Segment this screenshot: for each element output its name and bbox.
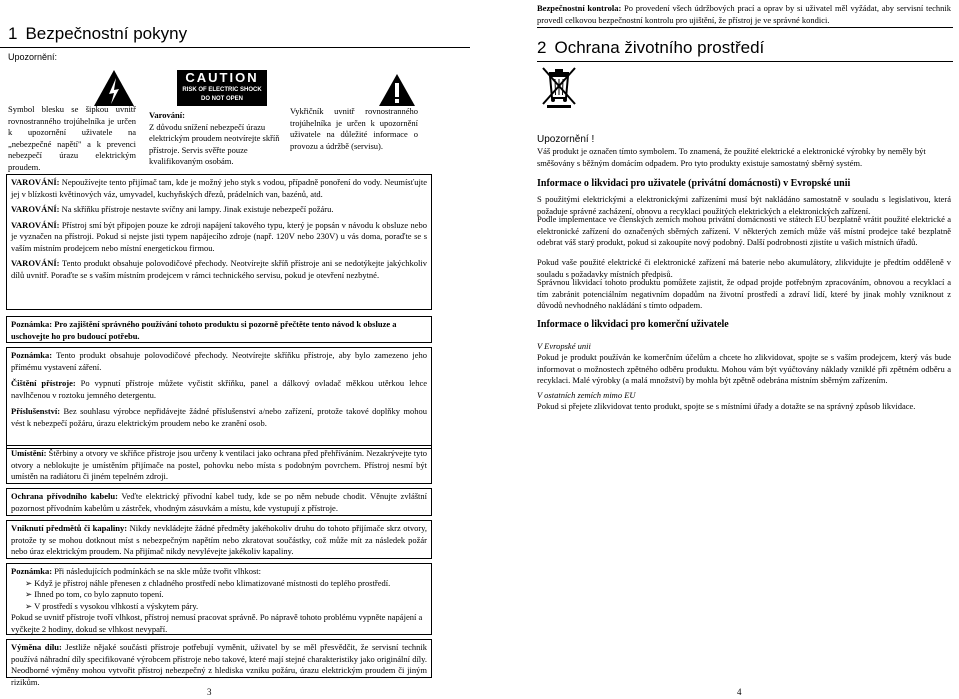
disposal-paragraph-5: Pokud je produkt používán ke komerčním účelům a chcete ho zlikvidovat, spojte se s vaším prodejcem, který vás bude informovat o možnostech zpětného odběru produktu. Mohou vám být vyúčtovány náklady vzniklé při zpětném odběru a recyklaci. Malé výrobky (a malá množství) by mohla být zpětně odebrána místním sběrným zařízením.: [537, 352, 951, 385]
condensation-list: [11, 578, 427, 613]
warning-water: VAROVÁNÍ: Nepoužívejte tento přijímač tam, kde je možný jeho styk s vodou, případně ponoření do vody. Neumísťujte jej v blízkosti květinových váz, umyvadel, kuchyňských dřezů, prádelních van, bazénů, atd.: [11, 177, 427, 199]
note-read-manual: Poznámka: Pro zajištění správného používání tohoto produktu si pozorně přečtěte tento návod k obsluze a uschovejte ho pro budoucí potřebu.: [6, 316, 432, 343]
part-replacement-box: Výměna dílu: Jestliže nějaké součásti přístroje potřebují vyměnit, uživatel by se měl přesvědčit, že servisní technik používá náhradní díly specifikované výrobcem přístroje nebo takové, které mají stejné charakteristiky jako originální díly. Neodborné výměny mohou vytvořit přístroj nebezpečný z hlediska vzniku požáru, úrazu elektrickým proudem či jiným rizikům.: [6, 639, 432, 678]
section-1-heading: [8, 24, 187, 44]
disposal-private-heading: Informace o likvidaci pro uživatele (privátní domácnosti) v Evropské unii: [537, 178, 851, 189]
eu-subheading: V Evropské unii: [537, 341, 591, 351]
caution-title: CAUTION: [185, 70, 259, 85]
safety-check-rule: [537, 27, 953, 28]
non-eu-subheading: V ostatních zemích mimo EU: [537, 390, 636, 400]
warnings-box: [6, 174, 432, 310]
placement-box: Umístění: Štěrbiny a otvory ve skříňce přístroje jsou určeny k ventilaci jako ochrana před přehříváním. Nezakrývejte tyto otvory a neblokujte je umístěním přijímače na postel, pohovku nebo místa s podobným povrchem. Přístroj nesmí být umístěn na radiátoru či jiném tepelném zdroji.: [6, 445, 432, 484]
upozorneni-label: Upozornění:: [8, 52, 58, 62]
upozorneni-heading: Upozornění !: [537, 134, 595, 145]
warning-candles: VAROVÁNÍ: Na skříňku přístroje nestavte svíčny ani lampy. Jinak existuje nebezpečí požáru.: [11, 204, 334, 214]
varovani-label: Varování:: [149, 110, 185, 120]
note-cleaning: Čištění přístroje: Po vypnutí přístroje můžete vyčistit skříňku, panel a dálkový ovladač měkkou utěrkou lehce navlhčenou v roztoku jemného detergentu.: [11, 378, 427, 400]
disposal-paragraph-1: S použitými elektrickými a elektronickými zařízeními musí být nakládáno samostatně v souladu s legislativou, která požaduje správné zacházení, obnovu a recyklaci použitých elektrických a elektronických zařízení.: [537, 194, 951, 216]
section-2-title: Ochrana životního prostředí: [554, 38, 765, 57]
section-2-rule: [537, 61, 953, 62]
disposal-commercial-heading: Informace o likvidaci pro komerční uživatele: [537, 319, 729, 330]
note-accessories: Příslušenství: Bez souhlasu výrobce nepřidávejte žádné příslušenství a/nebo zařízení, protože takové doplňky mohou vést k nebezpečí požáru, úrazu elektrickým proudem nebo ke zranění osob.: [11, 406, 427, 428]
safety-check: Bezpečnostní kontrola: Po provedení všech údržbových prací a oprav by si uživatel měl vyžádat, aby servisní technik provedl celkovou bezpečnostní kontrolu pro ujištění, že přístroj je ve správné kondici.: [537, 3, 951, 25]
exclamation-warning-icon: [377, 72, 417, 108]
crossed-bin-icon: [538, 64, 580, 108]
condensation-intro: Poznámka: Při následujících podmínkách se na skle může tvořit vlhkost:: [11, 566, 262, 576]
condensation-item: ➢ Ihned po tom, co bylo zapnuto topení.: [25, 589, 164, 599]
varovani-text: Z důvodu snížení nebezpečí úrazu elektrickým proudem neotvírejte skříň přístroje. Servis svěřte pouze kvalifikovaným osobám.: [149, 121, 280, 166]
section-1-rule: [0, 47, 470, 48]
condensation-item: ➢ V prostředí s vysokou vlhkostí a výskytem páry.: [25, 600, 199, 611]
condensation-box: [6, 563, 432, 635]
upozorneni-text: Váš produkt je označen tímto symbolem. To znamená, že použité elektrické a elektronické výrobky by neměly být směšovány s běžným domácím odpadem. Pro tyto produkty existuje samostatný sběrný systém.: [537, 146, 926, 168]
caution-label: [177, 70, 267, 106]
section-1-number: 1: [8, 24, 18, 43]
page-number-right: 4: [737, 687, 742, 697]
section-1-title: Bezpečnostní pokyny: [25, 24, 188, 43]
caution-line-2: DO NOT OPEN: [200, 96, 243, 102]
caution-line-1: RISK OF ELECTRIC SHOCK: [182, 87, 262, 93]
condensation-item: ➢ Když je přístroj náhle přenesen z chladného prostředí nebo klimatizované místnosti do teplého prostředí.: [25, 577, 391, 588]
symbol-description: Symbol blesku se šipkou uvnitř rovnostranného trojúhelníka je určen k upozornění uživatele na „nebezpečné napětí" a k prevenci nebezpečí úrazu elektrickým proudem.: [8, 104, 136, 172]
varovani-block: [149, 110, 281, 168]
disposal-paragraph-4: Správnou likvidací tohoto produktu pomůžete zajistit, že odpad projde potřebným zpracováním, obnovou a recyklací a tím zabránit potenciálním negativním dopadům na životní prostředí a zdraví lidí, které by jinak mohly vzniknout z důvodů nevhodného nakládání s tímto odpadem.: [537, 277, 951, 310]
notes-box: [6, 347, 432, 449]
section-2-heading: [537, 38, 764, 58]
disposal-paragraph-3: Pokud vaše použité elektrické či elektronické zařízení má baterie nebo akumulátory, zlikvidujte je předtím odděleně v souladu s požadavky místních předpisů.: [537, 257, 951, 279]
warning-semiconductor: VAROVÁNÍ: Tento produkt obsahuje polovodičové přechody. Neotvírejte skříň přístroje ani se nedotýkejte jakýchkoliv dílů uvnitř. Poraďte se s vaším místním prodejcem v rámci technického servisu, pokud je otevření nezbytné.: [11, 258, 427, 280]
page-number-left: 3: [207, 687, 212, 697]
section-2-number: 2: [537, 38, 547, 57]
lightning-warning-icon: [92, 68, 136, 108]
condensation-tail: Pokud se uvnitř přístroje tvoří vlhkost, přístroj nemusí pracovat správně. Po nápravě tohoto problému vypněte napájení a vyčkejte 2 hodiny, dokud se vlhkost nevypaří.: [11, 612, 423, 634]
cable-protection-box: Ochrana přívodního kabelu: Veďte elektrický přívodní kabel tudy, kde se po něm nebude chodit. Věnujte zvláštní pozornost přívodním kabelům u zástrček, vhodným zásuvkám a místu, kde vystupují z přístroje.: [6, 488, 432, 516]
vykricnik-description: Vykřičník uvnitř rovnostranného trojúhelníka je určen k upozornění uživatele na důležité informace o provozu a údržbě (servisu).: [290, 106, 418, 151]
disposal-paragraph-2: Podle implementace ve členských zemích mohou privátní domácnosti ve státech EU bezplatně vrátit použité elektrické a elektronické zařízení do označených sběrných zařízení. V některých zemích může váš místní prodejce také bezplatně odebrat váš starý produkt, pokud si zakoupíte nový podobný. Další podrobnosti zjistíte u vašich místních úřadů.: [537, 214, 951, 247]
note-semiconductor: Poznámka: Tento produkt obsahuje polovodičové přechody. Neotvírejte skříňku přístroje, aby bylo zamezeno jeho přímému vystavení záření.: [11, 350, 427, 372]
disposal-paragraph-6: Pokud si přejete zlikvidovat tento produkt, spojte se s místními úřady a dotažte se na správný způsob likvidace.: [537, 401, 916, 411]
warning-power: VAROVÁNÍ: Přístroj smí být připojen pouze ke zdroji napájení takového typu, který je popsán v návodu k obsluze nebo je vyznačen na přístroji. Pokud si nejste jisti typem napájecího zdroje (např. 120V nebo 230V) u vás doma, poraďte se s vaším místním prodejcem nebo místní energetickou firmou.: [11, 219, 427, 253]
objects-liquid-box: Vniknutí předmětů či kapaliny: Nikdy nevkládejte žádné předměty jakéhokoliv druhu do tohoto přijímače skrz otvory, protože ty se mohou dotknout míst s nebezpečným napětím nebo zkratovat součástky, což může mít za následek požár nebo úraz elektrickým proudem. Na přijímač nikdy nevylévejte jakékoliv kapaliny.: [6, 520, 432, 559]
